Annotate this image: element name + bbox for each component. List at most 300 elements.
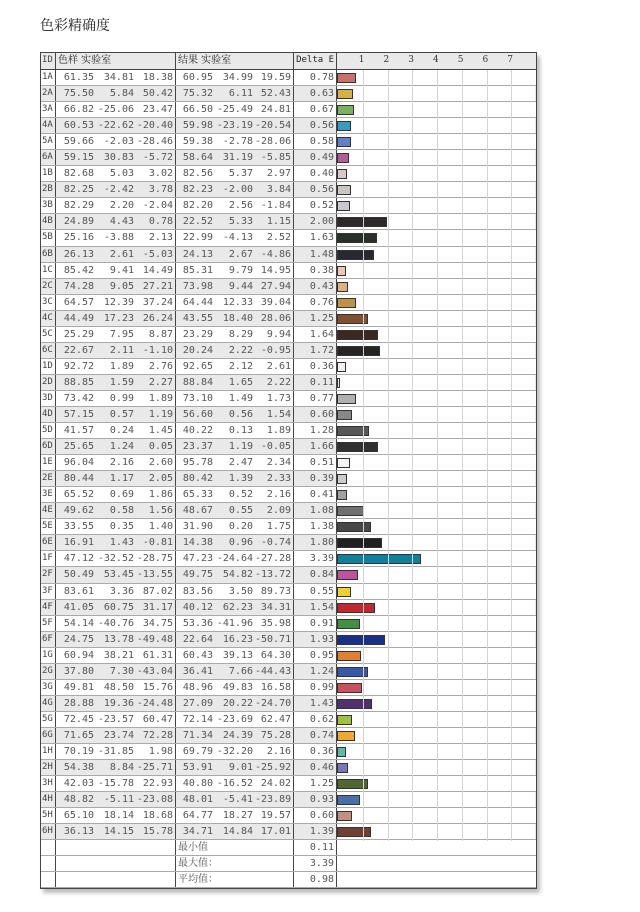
result-b: 1.73	[255, 391, 294, 406]
result-L: 56.60	[182, 408, 213, 420]
scale-tick-label: 5	[457, 55, 464, 65]
sample-L: 60.94	[63, 649, 94, 661]
summary-blank	[56, 840, 176, 855]
delta-e: 0.84	[294, 567, 337, 582]
sample-a: 19.36	[103, 697, 134, 709]
result-b: -28.06	[255, 134, 294, 149]
sample-L: 82.25	[63, 184, 94, 196]
result-L: 82.23	[182, 184, 213, 196]
delta-e-bar	[337, 346, 380, 356]
sample-L: 41.05	[63, 601, 94, 613]
delta-e-bar	[337, 763, 348, 773]
sample-L: 65.52	[63, 489, 94, 501]
sample-L: 37.80	[63, 665, 94, 677]
table-row	[41, 808, 536, 824]
delta-e: 2.00	[294, 214, 337, 229]
result-L: 73.10	[182, 392, 213, 404]
result-L: 72.14	[182, 713, 213, 725]
sample-b: -43.04	[136, 664, 176, 679]
delta-e-bar	[337, 683, 362, 693]
result-L: 24.13	[182, 248, 213, 260]
delta-e-bar	[337, 282, 348, 292]
table-row	[41, 600, 536, 616]
table-row	[41, 712, 536, 728]
sample-b: 14.49	[136, 263, 176, 278]
patch-id: 1D	[41, 359, 56, 374]
sample-b: 1.45	[136, 423, 176, 438]
delta-e-bar	[337, 362, 346, 372]
delta-e-bar	[337, 779, 368, 789]
sample-a: 9.41	[109, 264, 134, 276]
result-a: -23.19	[216, 120, 253, 132]
sample-b: -2.04	[136, 198, 176, 213]
sample-L: 25.29	[63, 328, 94, 340]
table-row	[41, 567, 536, 583]
result-b: 39.04	[255, 295, 294, 310]
sample-b: 8.87	[136, 327, 176, 342]
result-L: 60.95	[182, 72, 213, 83]
result-b: 19.57	[255, 808, 294, 823]
delta-e-bar	[337, 587, 351, 597]
sample-L: 82.68	[63, 168, 94, 180]
sample-a: -2.42	[103, 184, 134, 196]
sample-b: -13.55	[136, 567, 176, 582]
delta-e-bar	[337, 603, 375, 613]
bar-cell	[337, 407, 535, 422]
sample-b: 1.86	[136, 487, 176, 502]
table-row	[41, 311, 536, 327]
sample-a: 12.39	[103, 296, 134, 308]
header-id: ID	[41, 53, 56, 69]
result-b: 1.15	[255, 214, 294, 229]
delta-e: 1.80	[294, 535, 337, 550]
table-row	[41, 744, 536, 760]
sample-L: 70.19	[63, 745, 94, 757]
bar-cell	[337, 214, 535, 229]
patch-id: 6E	[41, 535, 56, 550]
patch-id: 1G	[41, 648, 56, 663]
result-a: 14.84	[222, 826, 253, 838]
result-a: 5.33	[228, 216, 253, 228]
sample-b: 0.78	[136, 214, 176, 229]
summary-label: 平均值：	[176, 872, 294, 887]
result-L: 59.38	[182, 136, 213, 148]
table-row	[41, 664, 536, 680]
sample-a: 34.81	[103, 72, 134, 83]
delta-e: 1.48	[294, 247, 337, 262]
sample-b: 72.28	[136, 728, 176, 743]
table-row	[41, 535, 536, 551]
delta-e: 0.60	[294, 808, 337, 823]
delta-e-bar	[337, 458, 350, 468]
sample-L: 41.57	[63, 425, 94, 437]
result-a: 62.23	[222, 601, 253, 613]
result-b: -50.71	[255, 632, 294, 647]
table-row	[41, 680, 536, 696]
delta-e-bar	[337, 699, 372, 709]
delta-e-bar	[337, 747, 346, 757]
table-row	[41, 423, 536, 439]
summary-blank	[56, 856, 176, 871]
table-row	[41, 584, 536, 600]
result-a: 1.39	[228, 473, 253, 485]
patch-id: 6C	[41, 343, 56, 358]
scale-tick-label: 6	[482, 55, 489, 65]
result-L: 20.24	[182, 344, 213, 356]
result-b: -24.70	[255, 696, 294, 711]
result-a: 2.67	[228, 248, 253, 260]
bar-cell	[337, 311, 535, 326]
table-row	[41, 102, 536, 118]
delta-e: 0.11	[294, 375, 337, 390]
result-a: 8.29	[228, 328, 253, 340]
result-b: 2.97	[255, 166, 294, 181]
delta-e-bar	[337, 506, 364, 516]
table-row	[41, 247, 536, 263]
delta-e: 0.67	[294, 102, 337, 117]
sample-a: 0.99	[109, 392, 134, 404]
result-b: -0.74	[255, 535, 294, 550]
delta-e-bar	[337, 105, 354, 115]
sample-L: 74.28	[63, 280, 94, 292]
sample-a: 7.95	[109, 328, 134, 340]
result-a: 2.47	[228, 457, 253, 469]
sample-b: 2.60	[136, 455, 176, 470]
bar-cell	[337, 230, 535, 245]
bar-cell	[337, 279, 535, 294]
sample-b: 18.38	[136, 70, 176, 85]
patch-id: 4C	[41, 311, 56, 326]
sample-a: 2.20	[109, 200, 134, 212]
sample-b: 1.19	[136, 407, 176, 422]
bar-cell	[337, 760, 535, 775]
sample-a: 18.14	[103, 810, 134, 822]
result-b: 2.16	[255, 744, 294, 759]
sample-L: 85.42	[63, 264, 94, 276]
sample-L: 80.44	[63, 473, 94, 485]
delta-e-bar	[337, 426, 369, 436]
sample-a: 7.30	[109, 665, 134, 677]
patch-id: 4F	[41, 600, 56, 615]
table-row	[41, 327, 536, 343]
delta-e: 0.95	[294, 648, 337, 663]
summary-blank	[41, 840, 56, 855]
sample-b: 2.27	[136, 375, 176, 390]
delta-e: 0.36	[294, 744, 337, 759]
delta-e-bar	[337, 410, 352, 420]
result-b: -0.05	[255, 439, 294, 454]
sample-b: 87.02	[136, 584, 176, 599]
table-row	[41, 70, 536, 86]
delta-e: 0.55	[294, 584, 337, 599]
delta-e-bar	[337, 121, 351, 131]
result-b: -13.72	[255, 567, 294, 582]
result-b: 1.54	[255, 407, 294, 422]
result-a: 18.27	[222, 810, 253, 822]
sample-L: 64.57	[63, 296, 94, 308]
result-a: 1.49	[228, 392, 253, 404]
result-a: -24.64	[216, 553, 253, 565]
sample-L: 47.12	[63, 553, 94, 565]
result-L: 60.43	[182, 649, 213, 661]
result-a: 18.40	[222, 312, 253, 324]
result-b: 35.98	[255, 616, 294, 631]
patch-id: 1F	[41, 551, 56, 566]
result-a: 0.20	[228, 521, 253, 533]
bar-cell	[337, 696, 535, 711]
bar-cell	[337, 712, 535, 727]
sample-b: -24.48	[136, 696, 176, 711]
result-b: 64.30	[255, 648, 294, 663]
result-b: -20.54	[255, 118, 294, 133]
bar-cell	[337, 166, 535, 181]
delta-e-bar	[337, 667, 368, 677]
header-sample-lab: 色样 实验室	[56, 53, 176, 69]
delta-e: 0.39	[294, 471, 337, 486]
sample-b: 15.78	[136, 824, 176, 839]
sample-L: 71.65	[63, 729, 94, 741]
result-L: 43.55	[182, 312, 213, 324]
bar-cell	[337, 471, 535, 486]
patch-id: 3B	[41, 198, 56, 213]
patch-id: 2G	[41, 664, 56, 679]
delta-e-bar	[337, 73, 356, 83]
table-row	[41, 198, 536, 214]
result-L: 82.56	[182, 168, 213, 180]
bar-cell	[337, 375, 535, 390]
patch-id: 2H	[41, 760, 56, 775]
result-a: -4.13	[222, 232, 253, 244]
sample-L: 26.13	[63, 248, 94, 260]
sample-b: -25.71	[136, 760, 176, 775]
result-L: 66.50	[182, 104, 213, 116]
result-L: 73.98	[182, 280, 213, 292]
table-row	[41, 760, 536, 776]
sample-L: 54.14	[63, 617, 94, 629]
sample-L: 16.91	[63, 537, 94, 549]
delta-e: 0.91	[294, 616, 337, 631]
sample-b: -0.81	[136, 535, 176, 550]
sample-a: -5.11	[103, 794, 134, 806]
delta-e: 0.49	[294, 150, 337, 165]
delta-e-bar	[337, 314, 368, 324]
result-b: -0.95	[255, 343, 294, 358]
sample-b: 37.24	[136, 295, 176, 310]
sample-L: 24.75	[63, 633, 94, 645]
bar-cell	[337, 118, 535, 133]
delta-e-bar	[337, 635, 385, 645]
patch-id: 6D	[41, 439, 56, 454]
result-L: 27.09	[182, 697, 213, 709]
sample-L: 72.45	[63, 713, 94, 725]
sample-L: 96.04	[63, 457, 94, 469]
sample-b: 34.75	[136, 616, 176, 631]
scale-tick-label: 2	[383, 55, 390, 65]
sample-b: 3.78	[136, 182, 176, 197]
delta-e-bar	[337, 490, 347, 500]
result-a: 2.22	[228, 344, 253, 356]
sample-b: 50.42	[136, 86, 176, 101]
result-a: 9.79	[228, 264, 253, 276]
sample-b: 31.17	[136, 600, 176, 615]
bar-cell	[337, 182, 535, 197]
summary-blank	[41, 872, 56, 887]
bar-cell	[337, 728, 535, 743]
result-a: 0.55	[228, 505, 253, 517]
sample-L: 24.89	[63, 216, 94, 228]
scale-ticks	[337, 53, 535, 69]
sample-L: 83.61	[63, 585, 94, 597]
result-a: 2.12	[228, 360, 253, 372]
sample-a: -32.52	[97, 553, 134, 565]
bar-cell	[337, 744, 535, 759]
result-L: 82.20	[182, 200, 213, 212]
result-L: 48.01	[182, 794, 213, 806]
delta-e: 3.39	[294, 551, 337, 566]
sample-a: -31.85	[97, 745, 134, 757]
sample-b: 1.56	[136, 503, 176, 518]
bar-cell	[337, 247, 535, 262]
summary-blank	[56, 872, 176, 887]
bar-cell	[337, 616, 535, 631]
patch-id: 2A	[41, 86, 56, 101]
result-a: 12.33	[222, 296, 253, 308]
delta-e-bar	[337, 442, 378, 452]
table-row	[41, 391, 536, 407]
bar-cell	[337, 439, 535, 454]
table-row	[41, 696, 536, 712]
result-b: 2.33	[255, 471, 294, 486]
delta-e: 1.08	[294, 503, 337, 518]
sample-b: 2.76	[136, 359, 176, 374]
sample-L: 54.38	[63, 762, 94, 774]
sample-a: 1.43	[109, 537, 134, 549]
delta-e: 1.63	[294, 230, 337, 245]
bar-cell	[337, 487, 535, 502]
delta-e: 0.93	[294, 792, 337, 807]
delta-e: 0.99	[294, 680, 337, 695]
summary-row	[41, 856, 536, 872]
result-b: 34.31	[255, 600, 294, 615]
delta-e: 1.28	[294, 423, 337, 438]
delta-e-bar	[337, 827, 371, 837]
result-L: 23.29	[182, 328, 213, 340]
sample-a: 17.23	[103, 312, 134, 324]
table-row	[41, 150, 536, 166]
patch-id: 3G	[41, 680, 56, 695]
delta-e-bar	[337, 266, 346, 276]
result-a: -2.78	[222, 136, 253, 148]
delta-e-bar	[337, 795, 360, 805]
summary-blank	[337, 840, 535, 855]
sample-a: 1.24	[109, 441, 134, 453]
bar-cell	[337, 519, 535, 534]
sample-L: 28.88	[63, 697, 94, 709]
result-L: 48.67	[182, 505, 213, 517]
result-L: 58.64	[182, 152, 213, 164]
sample-L: 25.65	[63, 441, 94, 453]
sample-b: 26.24	[136, 311, 176, 326]
scale-tick-label: 3	[408, 55, 414, 65]
result-b: 75.28	[255, 728, 294, 743]
delta-e: 1.43	[294, 696, 337, 711]
result-a: 16.23	[222, 633, 253, 645]
sample-a: -22.62	[97, 120, 134, 132]
result-a: 1.19	[228, 441, 253, 453]
delta-e: 0.46	[294, 760, 337, 775]
result-L: 49.75	[182, 569, 213, 581]
sample-a: -3.88	[103, 232, 134, 244]
table-row	[41, 182, 536, 198]
delta-e: 0.51	[294, 455, 337, 470]
result-L: 23.37	[182, 441, 213, 453]
result-b: -5.85	[255, 150, 294, 165]
delta-e-bar	[337, 554, 421, 564]
result-L: 75.32	[182, 88, 213, 100]
sample-b: 15.76	[136, 680, 176, 695]
result-b: -4.86	[255, 247, 294, 262]
bar-cell	[337, 134, 535, 149]
result-a: 6.11	[228, 88, 253, 100]
result-L: 47.23	[182, 553, 213, 565]
delta-e: 0.74	[294, 728, 337, 743]
sample-L: 44.49	[63, 312, 94, 324]
patch-id: 1A	[41, 70, 56, 85]
delta-e: 0.52	[294, 198, 337, 213]
result-L: 40.80	[182, 778, 213, 790]
delta-e-bar	[337, 153, 349, 163]
bar-cell	[337, 295, 535, 310]
result-a: 39.13	[222, 649, 253, 661]
patch-id: 2C	[41, 279, 56, 294]
sample-a: 48.50	[103, 681, 134, 693]
result-b: 17.01	[255, 824, 294, 839]
result-L: 64.77	[182, 810, 213, 822]
patch-id: 5A	[41, 134, 56, 149]
sample-L: 61.35	[63, 72, 94, 83]
result-a: -5.41	[222, 794, 253, 806]
sample-L: 88.85	[63, 376, 94, 388]
sample-a: 60.75	[103, 601, 134, 613]
patch-id: 4D	[41, 407, 56, 422]
sample-b: 22.93	[136, 776, 176, 791]
sample-a: 3.36	[109, 585, 134, 597]
sample-L: 49.62	[63, 505, 94, 517]
bar-cell	[337, 632, 535, 647]
patch-id: 3C	[41, 295, 56, 310]
bar-cell	[337, 359, 535, 374]
result-a: 1.65	[228, 376, 253, 388]
result-a: 0.52	[228, 489, 253, 501]
sample-a: 53.45	[103, 569, 134, 581]
table-row	[41, 439, 536, 455]
sample-a: 8.84	[109, 762, 134, 774]
delta-e: 1.38	[294, 519, 337, 534]
result-b: -27.28	[255, 551, 294, 566]
sample-b: -20.40	[136, 118, 176, 133]
sample-L: 25.16	[63, 232, 94, 244]
summary-value: 3.39	[294, 856, 337, 871]
result-b: 16.58	[255, 680, 294, 695]
sample-b: -1.10	[136, 343, 176, 358]
sample-a: 2.11	[109, 344, 134, 356]
sample-L: 73.42	[63, 392, 94, 404]
sample-b: 1.89	[136, 391, 176, 406]
delta-e: 1.64	[294, 327, 337, 342]
sample-b: -49.48	[136, 632, 176, 647]
result-a: -23.69	[216, 713, 253, 725]
sample-L: 36.13	[63, 826, 94, 838]
